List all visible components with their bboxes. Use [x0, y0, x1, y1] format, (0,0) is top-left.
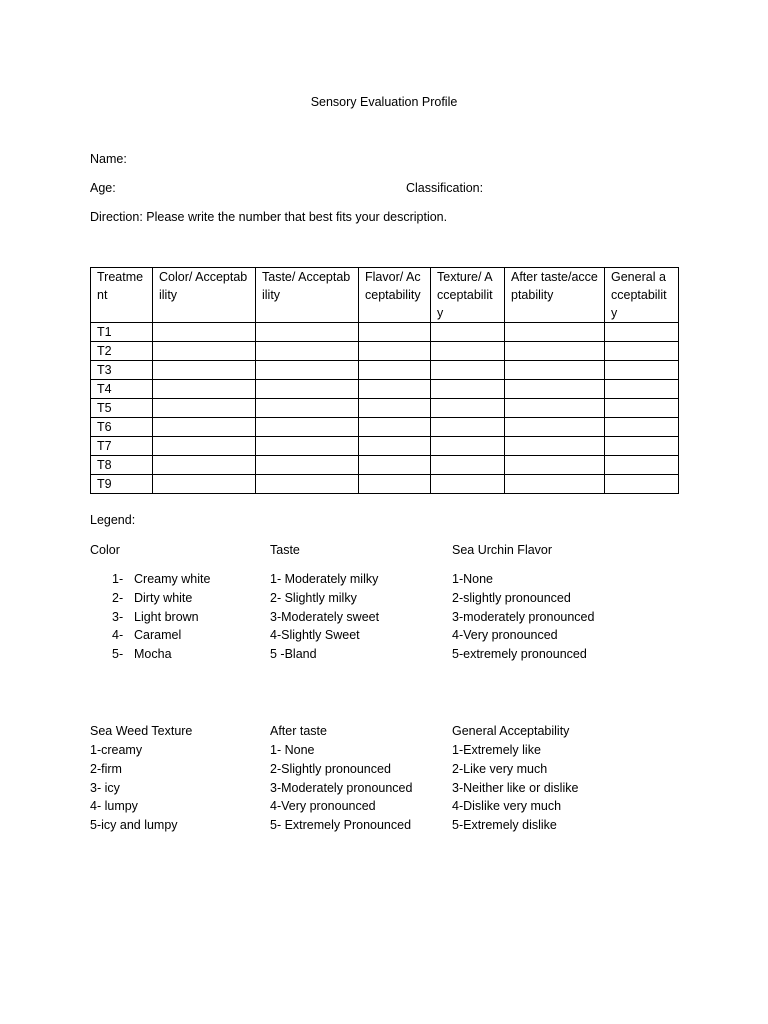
rating-cell[interactable] — [256, 361, 359, 380]
list-item: 1- Moderately milky — [270, 572, 379, 586]
rating-cell[interactable] — [153, 418, 256, 437]
legend-color-list — [112, 570, 210, 664]
list-item: 1-None — [452, 572, 493, 586]
rating-cell[interactable] — [153, 475, 256, 494]
direction-text: Direction: Please write the number that best fits your description. — [90, 210, 448, 224]
table-row — [91, 418, 679, 437]
rating-cell[interactable] — [431, 323, 505, 342]
list-item: 1- None — [270, 743, 315, 757]
table-row — [91, 323, 679, 342]
rating-cell[interactable] — [605, 342, 679, 361]
rating-cell[interactable] — [431, 361, 505, 380]
legend-flavor-title: Sea Urchin Flavor — [452, 543, 553, 557]
list-item: 5 -Bland — [270, 647, 317, 662]
rating-cell[interactable] — [505, 456, 605, 475]
rating-cell[interactable] — [505, 475, 605, 494]
rating-cell[interactable] — [605, 437, 679, 456]
list-item: 3- Light brown — [112, 609, 199, 624]
list-item: 3-Moderately pronounced — [270, 780, 413, 795]
treatment-cell: T6 — [91, 418, 153, 437]
list-item: 3-Neither like or dislike — [452, 780, 579, 795]
rating-cell[interactable] — [359, 418, 431, 437]
rating-cell[interactable] — [605, 399, 679, 418]
list-item: 2-Slightly pronounced — [270, 761, 391, 776]
list-item: 1-creamy — [90, 743, 143, 757]
header-color: Color/ Acceptability — [153, 268, 256, 323]
header-after-taste: After taste/acceptability — [505, 268, 605, 323]
list-item: 4-Dislike very much — [452, 799, 562, 814]
rating-cell[interactable] — [431, 437, 505, 456]
table-row — [91, 456, 679, 475]
rating-cell[interactable] — [256, 418, 359, 437]
list-item: 5- Mocha — [112, 647, 172, 662]
list-item: 2- Slightly milky — [270, 590, 357, 605]
legend-general-title: General Acceptability — [452, 724, 570, 738]
rating-cell[interactable] — [359, 456, 431, 475]
rating-cell[interactable] — [256, 380, 359, 399]
rating-cell[interactable] — [605, 456, 679, 475]
name-label: Name: — [90, 152, 127, 166]
rating-cell[interactable] — [505, 361, 605, 380]
list-item: 4-Slightly Sweet — [270, 628, 360, 643]
legend-taste-title: Taste — [270, 543, 300, 557]
legend-flavor-list — [452, 570, 594, 664]
table-row — [91, 361, 679, 380]
list-item: 4-Very pronounced — [270, 799, 376, 814]
legend-taste-list — [270, 570, 379, 664]
rating-cell[interactable] — [256, 399, 359, 418]
rating-cell[interactable] — [505, 342, 605, 361]
header-texture: Texture/ Acceptability — [431, 268, 505, 323]
rating-cell[interactable] — [256, 342, 359, 361]
treatment-cell: T8 — [91, 456, 153, 475]
list-item: 5- Extremely Pronounced — [270, 818, 412, 833]
rating-cell[interactable] — [153, 380, 256, 399]
list-item: 1- Creamy white — [112, 572, 211, 586]
rating-cell[interactable] — [153, 399, 256, 418]
list-item: 5-Extremely dislike — [452, 818, 557, 833]
table-row — [91, 475, 679, 494]
rating-cell[interactable] — [359, 342, 431, 361]
rating-cell[interactable] — [605, 475, 679, 494]
rating-cell[interactable] — [605, 323, 679, 342]
header-taste: Taste/ Acceptability — [256, 268, 359, 323]
rating-cell[interactable] — [256, 456, 359, 475]
classification-label: Classification: — [406, 181, 484, 195]
list-item: 4- Caramel — [112, 628, 182, 643]
rating-cell[interactable] — [153, 323, 256, 342]
rating-cell[interactable] — [431, 418, 505, 437]
treatment-cell: T7 — [91, 437, 153, 456]
rating-cell[interactable] — [359, 399, 431, 418]
rating-cell[interactable] — [153, 456, 256, 475]
rating-cell[interactable] — [359, 475, 431, 494]
rating-cell[interactable] — [605, 380, 679, 399]
rating-cell[interactable] — [359, 323, 431, 342]
list-item: 2-Like very much — [452, 761, 548, 776]
rating-cell[interactable] — [505, 437, 605, 456]
list-item: 3- icy — [90, 780, 120, 795]
list-item: 3-moderately pronounced — [452, 609, 595, 624]
rating-cell[interactable] — [153, 437, 256, 456]
rating-cell[interactable] — [256, 323, 359, 342]
legend-label: Legend: — [90, 513, 136, 527]
list-item: 2-slightly pronounced — [452, 590, 571, 605]
legend-texture-title: Sea Weed Texture — [90, 724, 193, 738]
legend-after-taste-list — [270, 741, 412, 835]
rating-cell[interactable] — [505, 399, 605, 418]
legend-texture-list — [90, 741, 178, 835]
rating-cell[interactable] — [431, 456, 505, 475]
list-item: 4-Very pronounced — [452, 628, 558, 643]
treatment-cell: T3 — [91, 361, 153, 380]
rating-cell[interactable] — [505, 380, 605, 399]
header-general: General acceptability — [605, 268, 679, 323]
table-row — [91, 399, 679, 418]
rating-cell[interactable] — [505, 323, 605, 342]
legend-color-title: Color — [90, 543, 120, 557]
list-item: 2-firm — [90, 761, 122, 776]
table-row — [91, 437, 679, 456]
rating-cell[interactable] — [431, 380, 505, 399]
treatment-cell: T4 — [91, 380, 153, 399]
rating-cell[interactable] — [431, 342, 505, 361]
rating-cell[interactable] — [605, 361, 679, 380]
rating-cell[interactable] — [256, 475, 359, 494]
rating-cell[interactable] — [256, 437, 359, 456]
list-item: 3-Moderately sweet — [270, 609, 380, 624]
rating-cell[interactable] — [431, 399, 505, 418]
rating-cell[interactable] — [505, 418, 605, 437]
treatment-cell: T1 — [91, 323, 153, 342]
rating-cell[interactable] — [605, 418, 679, 437]
list-item: 4- lumpy — [90, 799, 138, 814]
legend-after-taste-title: After taste — [270, 724, 327, 738]
list-item: 5-extremely pronounced — [452, 647, 587, 662]
rating-cell[interactable] — [359, 437, 431, 456]
list-item: 2- Dirty white — [112, 590, 193, 605]
page-title: Sensory Evaluation Profile — [310, 95, 458, 109]
treatment-cell: T5 — [91, 399, 153, 418]
list-item: 1-Extremely like — [452, 743, 541, 757]
evaluation-table — [90, 267, 679, 494]
table-row — [91, 342, 679, 361]
age-label: Age: — [90, 181, 116, 195]
table-row — [91, 380, 679, 399]
rating-cell[interactable] — [153, 361, 256, 380]
header-flavor: Flavor/ Acceptability — [359, 268, 431, 323]
rating-cell[interactable] — [359, 380, 431, 399]
list-item: 5-icy and lumpy — [90, 818, 178, 833]
rating-cell[interactable] — [153, 342, 256, 361]
rating-cell[interactable] — [431, 475, 505, 494]
legend-general-list — [452, 741, 578, 835]
treatment-cell: T9 — [91, 475, 153, 494]
header-treatment: Treatment — [91, 268, 153, 323]
table-header-row — [91, 268, 679, 323]
rating-cell[interactable] — [359, 361, 431, 380]
treatment-cell: T2 — [91, 342, 153, 361]
